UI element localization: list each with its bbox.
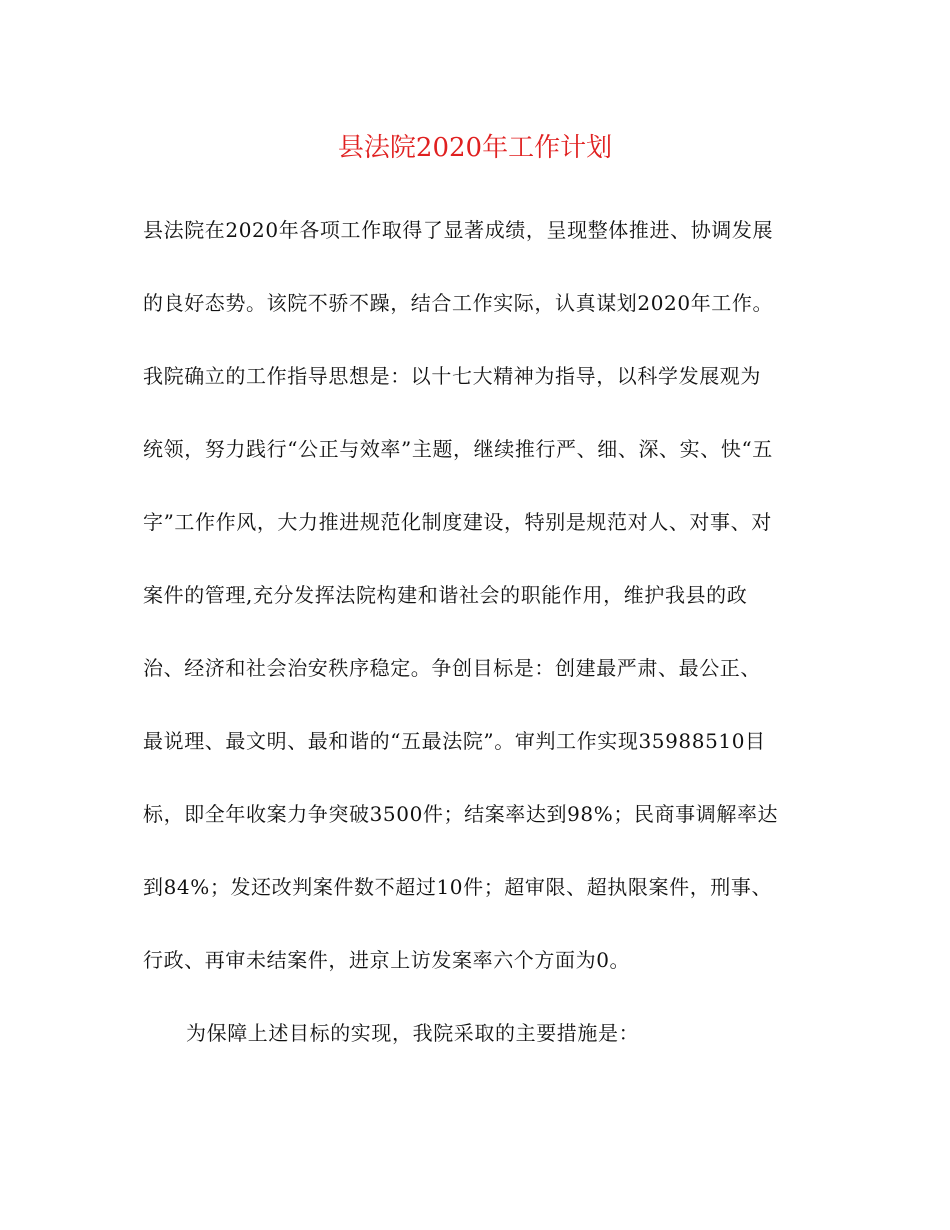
body-line: 我院确立的工作指导思想是：以十七大精神为指导，以科学发展观为 — [143, 364, 761, 388]
document-title: 县法院2020年工作计划 — [337, 133, 613, 163]
body-line: 到84%；发还改判案件数不超过10件；超审限、超执限案件，刑事、 — [143, 875, 773, 899]
body-line: 的良好态势。该院不骄不躁，结合工作实际，认真谋划2020年工作。 — [143, 291, 774, 315]
body-line: 治、经济和社会治安秩序稳定。争创目标是：创建最严肃、最公正、 — [143, 656, 761, 680]
closing-paragraph: 为保障上述目标的实现，我院采取的主要措施是： — [186, 1021, 640, 1045]
document-body — [143, 210, 807, 1086]
body-line: 标，即全年收案力争突破3500件；结案率达到98%；民商事调解率达 — [143, 802, 779, 826]
body-line: 案件的管理,充分发挥法院构建和谐社会的职能作用，维护我县的政 — [143, 583, 748, 607]
body-line: 统领，努力践行“公正与效率”主题，继续推行严、细、深、实、快“五 — [143, 437, 773, 461]
body-line: 最说理、最文明、最和谐的“五最法院”。审判工作实现35988510目 — [143, 729, 766, 753]
body-line: 县法院在2020年各项工作取得了显著成绩，呈现整体推进、协调发展 — [143, 218, 774, 242]
body-line: 行政、再审未结案件，进京上访发案率六个方面为0。 — [143, 948, 631, 972]
body-line: 字”工作作风，大力推进规范化制度建设，特别是规范对人、对事、对 — [143, 510, 772, 534]
